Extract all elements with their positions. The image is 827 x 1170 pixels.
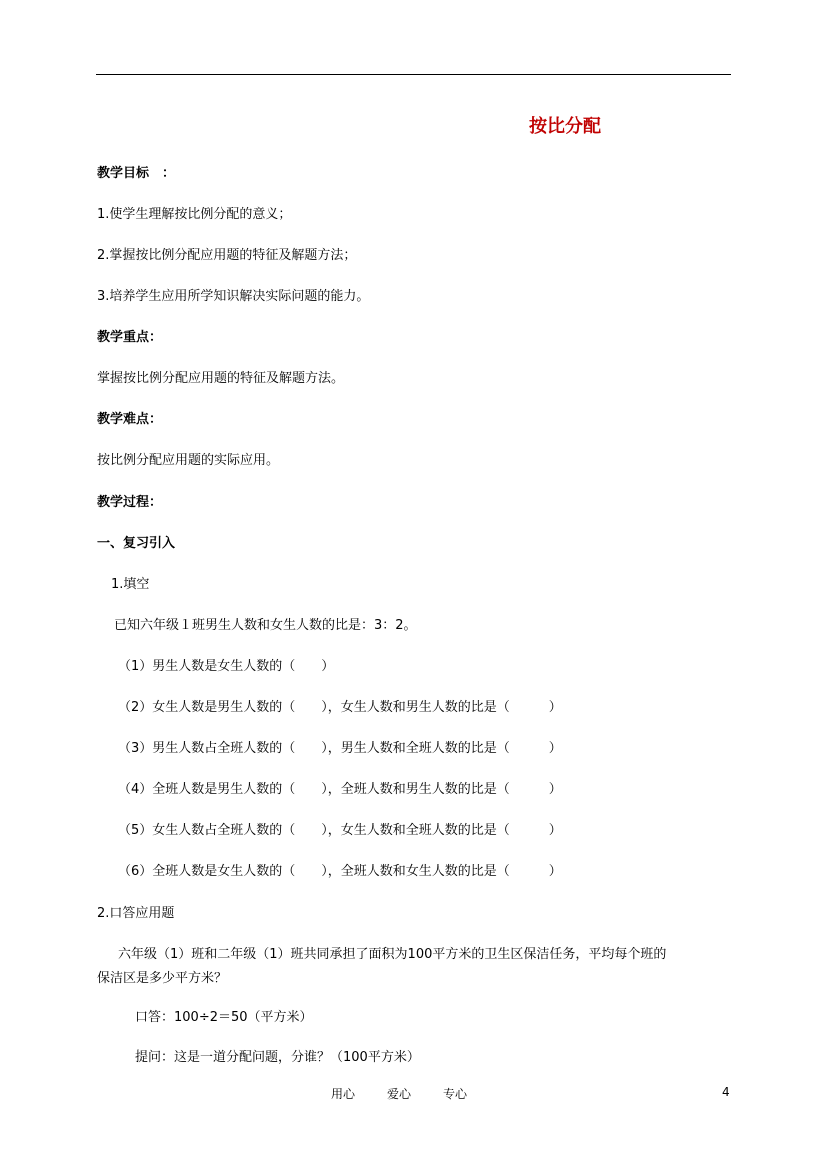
fill-question-1: （1）男生人数是女生人数的（ ） [118, 659, 335, 674]
question-text: 提问：这是一道分配问题，分谁？（100平方米） [135, 1050, 420, 1065]
fill-question-6: （6）全班人数是女生人数的（ ），全班人数和女生人数的比是（ ） [118, 864, 562, 879]
key-point-heading: 教学重点： [97, 330, 163, 345]
footer-slogan-3: 专心 [443, 1087, 468, 1101]
footer-slogan-1: 用心 [331, 1087, 356, 1101]
item2-problem-line2: 保洁区是多少平方米？ [97, 971, 228, 986]
footer-slogan-2: 爱心 [387, 1087, 412, 1101]
key-point-text: 掌握按比例分配应用题的特征及解题方法。 [97, 371, 345, 386]
fill-question-3: （3）男生人数占全班人数的（ ），男生人数和全班人数的比是（ ） [118, 741, 562, 756]
section1-heading: 一、复习引入 [97, 536, 176, 551]
page-title: 按比分配 [529, 116, 601, 137]
fill-question-4: （4）全班人数是男生人数的（ ），全班人数和男生人数的比是（ ） [118, 782, 562, 797]
page-number: 4 [722, 1085, 730, 1099]
goal-item-3: 3.培养学生应用所学知识解决实际问题的能力。 [97, 289, 370, 304]
item1-intro: 已知六年级１班男生人数和女生人数的比是：3：2。 [114, 618, 417, 633]
fill-question-5: （5）女生人数占全班人数的（ ），女生人数和全班人数的比是（ ） [118, 823, 562, 838]
difficulty-heading: 教学难点： [97, 412, 163, 427]
goals-heading: 教学目标 ： [97, 166, 176, 181]
header-rule [96, 74, 731, 75]
goal-item-1: 1.使学生理解按比例分配的意义； [97, 207, 292, 222]
item2-problem-line1: 六年级（1）班和二年级（1）班共同承担了面积为100平方米的卫生区保洁任务，平均每个班的 [118, 947, 667, 962]
process-heading: 教学过程： [97, 495, 163, 510]
difficulty-text: 按比例分配应用题的实际应用。 [97, 453, 280, 468]
item1-label: 1.填空 [111, 577, 150, 592]
item2-label: 2.口答应用题 [97, 906, 175, 921]
answer-text: 口答：100÷2＝50（平方米） [135, 1010, 313, 1025]
fill-question-2: （2）女生人数是男生人数的（ ），女生人数和男生人数的比是（ ） [118, 700, 562, 715]
goal-item-2: 2.掌握按比例分配应用题的特征及解题方法； [97, 248, 357, 263]
